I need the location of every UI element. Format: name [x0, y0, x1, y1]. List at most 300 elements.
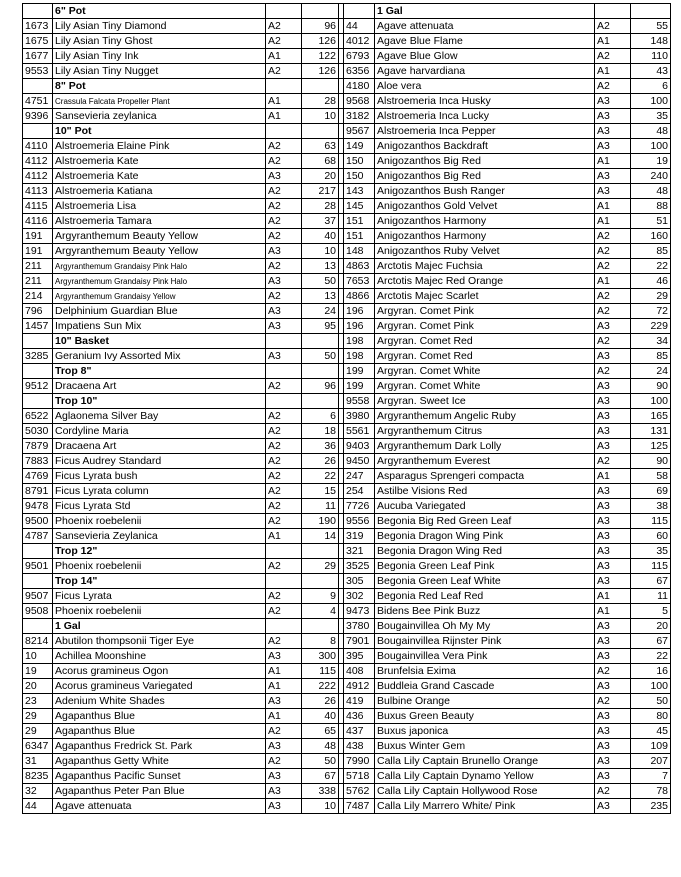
- right-item-qty: 45: [631, 724, 671, 739]
- right-item-size: A3: [595, 124, 631, 139]
- left-item-qty: 10: [302, 244, 339, 259]
- table-row: [23, 379, 671, 394]
- right-item-qty: 46: [631, 274, 671, 289]
- right-item-qty: 100: [631, 394, 671, 409]
- right-item-name: Begonia Dragon Wing Red: [375, 544, 595, 559]
- left-item-code: 5030: [23, 424, 53, 439]
- right-item-size: A3: [595, 634, 631, 649]
- right-item-qty: 50: [631, 694, 671, 709]
- right-item-name: Anigozanthos Gold Velvet: [375, 199, 595, 214]
- table-row: [23, 259, 671, 274]
- left-item-name: Delphinium Guardian Blue: [53, 304, 266, 319]
- left-item-name: Argyranthemum Beauty Yellow: [53, 229, 266, 244]
- left-item-qty: 26: [302, 454, 339, 469]
- left-item-size: A1: [266, 109, 302, 124]
- table-row: [23, 529, 671, 544]
- left-item-qty: 28: [302, 199, 339, 214]
- left-section-header: Trop 14": [53, 574, 266, 589]
- right-item-size: A2: [595, 454, 631, 469]
- right-item-qty: 109: [631, 739, 671, 754]
- left-item-qty: 28: [302, 94, 339, 109]
- right-item-qty: 131: [631, 424, 671, 439]
- left-qty-cell: [302, 334, 339, 349]
- left-item-size: A2: [266, 754, 302, 769]
- right-item-name: Calla Lily Captain Brunello Orange: [375, 754, 595, 769]
- right-item-name: Asparagus Sprengeri compacta: [375, 469, 595, 484]
- left-item-qty: 11: [302, 499, 339, 514]
- table-row: [23, 79, 671, 94]
- left-item-size: A2: [266, 589, 302, 604]
- left-item-qty: 10: [302, 799, 339, 814]
- right-item-code: 4012: [344, 34, 375, 49]
- right-item-name: Agave Blue Glow: [375, 49, 595, 64]
- right-item-code: 395: [344, 649, 375, 664]
- right-item-code: 247: [344, 469, 375, 484]
- left-code-cell: [23, 4, 53, 19]
- table-row: [23, 124, 671, 139]
- right-item-qty: 207: [631, 754, 671, 769]
- left-item-name: Agapanthus Blue: [53, 709, 266, 724]
- left-item-code: 4113: [23, 184, 53, 199]
- left-item-code: 10: [23, 649, 53, 664]
- right-item-qty: 90: [631, 454, 671, 469]
- inventory-sheet: [22, 3, 670, 814]
- left-item-name: Impatiens Sun Mix: [53, 319, 266, 334]
- right-item-size: A3: [595, 109, 631, 124]
- left-item-size: A2: [266, 259, 302, 274]
- right-item-size: A3: [595, 139, 631, 154]
- right-item-name: Astilbe Visions Red: [375, 484, 595, 499]
- right-item-name: Begonia Big Red Green Leaf: [375, 514, 595, 529]
- left-item-name: Ficus Lyrata: [53, 589, 266, 604]
- table-row: [23, 739, 671, 754]
- left-qty-cell: [302, 124, 339, 139]
- left-item-size: A2: [266, 19, 302, 34]
- right-item-qty: 235: [631, 799, 671, 814]
- left-item-name: Abutilon thompsonii Tiger Eye: [53, 634, 266, 649]
- table-row: [23, 409, 671, 424]
- table-row: [23, 4, 671, 19]
- left-item-code: 4787: [23, 529, 53, 544]
- right-item-code: 9450: [344, 454, 375, 469]
- right-item-name: Calla Lily Captain Hollywood Rose: [375, 784, 595, 799]
- left-item-qty: 36: [302, 439, 339, 454]
- right-item-name: Arctotis Majec Fuchsia: [375, 259, 595, 274]
- table-row: [23, 589, 671, 604]
- left-item-code: 4115: [23, 199, 53, 214]
- left-item-size: A3: [266, 694, 302, 709]
- right-item-qty: 38: [631, 499, 671, 514]
- left-item-name: Geranium Ivy Assorted Mix: [53, 349, 266, 364]
- left-item-size: A2: [266, 634, 302, 649]
- right-item-size: A2: [595, 259, 631, 274]
- left-item-name: Lily Asian Tiny Nugget: [53, 64, 266, 79]
- table-row: [23, 424, 671, 439]
- right-item-size: A3: [595, 439, 631, 454]
- right-item-code: 254: [344, 484, 375, 499]
- left-item-name: Ficus Lyrata bush: [53, 469, 266, 484]
- left-item-qty: 4: [302, 604, 339, 619]
- left-size-cell: [266, 574, 302, 589]
- left-item-name: Phoenix roebelenii: [53, 604, 266, 619]
- left-item-size: A3: [266, 304, 302, 319]
- left-item-name: Ficus Lyrata Std: [53, 499, 266, 514]
- right-item-code: 151: [344, 229, 375, 244]
- left-code-cell: [23, 364, 53, 379]
- right-item-name: Alstroemeria Inca Pepper: [375, 124, 595, 139]
- left-item-code: 20: [23, 679, 53, 694]
- right-item-qty: 55: [631, 19, 671, 34]
- table-row: [23, 724, 671, 739]
- right-item-code: 438: [344, 739, 375, 754]
- left-item-size: A2: [266, 724, 302, 739]
- left-item-qty: 96: [302, 19, 339, 34]
- left-item-code: 7879: [23, 439, 53, 454]
- left-item-name: Alstroemeria Tamara: [53, 214, 266, 229]
- right-item-name: Argyran. Comet Pink: [375, 319, 595, 334]
- left-item-code: 4769: [23, 469, 53, 484]
- right-item-code: 9567: [344, 124, 375, 139]
- right-item-size: A3: [595, 739, 631, 754]
- left-item-size: A2: [266, 559, 302, 574]
- left-item-name: Sansevieria zeylanica: [53, 109, 266, 124]
- left-item-size: A2: [266, 139, 302, 154]
- right-qty-cell: [631, 4, 671, 19]
- right-item-qty: 29: [631, 289, 671, 304]
- left-size-cell: [266, 544, 302, 559]
- right-item-name: Argyran. Comet White: [375, 364, 595, 379]
- right-item-qty: 67: [631, 574, 671, 589]
- table-row: [23, 754, 671, 769]
- left-item-code: 6522: [23, 409, 53, 424]
- table-row: [23, 469, 671, 484]
- right-item-size: A3: [595, 769, 631, 784]
- left-item-code: 29: [23, 709, 53, 724]
- right-item-code: 149: [344, 139, 375, 154]
- left-item-size: A2: [266, 409, 302, 424]
- left-section-header: 10" Pot: [53, 124, 266, 139]
- right-item-name: Anigozanthos Harmony: [375, 229, 595, 244]
- inventory-table: [22, 3, 671, 814]
- left-item-name: Cordyline Maria: [53, 424, 266, 439]
- left-item-qty: 67: [302, 769, 339, 784]
- left-item-qty: 126: [302, 34, 339, 49]
- left-item-qty: 40: [302, 709, 339, 724]
- left-item-code: 9501: [23, 559, 53, 574]
- left-item-code: 191: [23, 244, 53, 259]
- right-item-name: Bougainvillea Oh My My: [375, 619, 595, 634]
- right-item-code: 305: [344, 574, 375, 589]
- right-item-code: 9403: [344, 439, 375, 454]
- right-item-size: A2: [595, 229, 631, 244]
- left-item-code: 796: [23, 304, 53, 319]
- right-item-code: 7487: [344, 799, 375, 814]
- right-item-code: 3980: [344, 409, 375, 424]
- left-item-qty: 8: [302, 634, 339, 649]
- table-row: [23, 439, 671, 454]
- right-item-name: Bulbine Orange: [375, 694, 595, 709]
- right-item-code: 198: [344, 349, 375, 364]
- left-item-size: A3: [266, 244, 302, 259]
- right-item-qty: 48: [631, 184, 671, 199]
- right-item-code: 436: [344, 709, 375, 724]
- left-item-name: Alstroemeria Elaine Pink: [53, 139, 266, 154]
- left-item-size: A3: [266, 169, 302, 184]
- left-qty-cell: [302, 394, 339, 409]
- right-item-name: Aucuba Variegated: [375, 499, 595, 514]
- right-item-size: A2: [595, 79, 631, 94]
- right-item-code: 321: [344, 544, 375, 559]
- right-item-name: Begonia Red Leaf Red: [375, 589, 595, 604]
- left-item-name: Argyranthemum Beauty Yellow: [53, 244, 266, 259]
- right-item-code: 4180: [344, 79, 375, 94]
- table-row: [23, 574, 671, 589]
- left-code-cell: [23, 124, 53, 139]
- table-row: [23, 304, 671, 319]
- left-item-qty: 65: [302, 724, 339, 739]
- right-item-name: Bougainvillea Vera Pink: [375, 649, 595, 664]
- right-item-name: Buxus Green Beauty: [375, 709, 595, 724]
- left-size-cell: [266, 394, 302, 409]
- right-item-name: Agave attenuata: [375, 19, 595, 34]
- right-item-qty: 115: [631, 559, 671, 574]
- left-item-qty: 6: [302, 409, 339, 424]
- left-item-code: 1675: [23, 34, 53, 49]
- right-item-qty: 90: [631, 379, 671, 394]
- left-item-name: Achillea Moonshine: [53, 649, 266, 664]
- right-item-size: A3: [595, 619, 631, 634]
- left-item-name: Sansevieria Zeylanica: [53, 529, 266, 544]
- left-item-name: Agapanthus Blue: [53, 724, 266, 739]
- left-item-code: 9478: [23, 499, 53, 514]
- right-item-qty: 85: [631, 244, 671, 259]
- left-item-name: Argyranthemum Grandaisy Pink Halo: [53, 259, 266, 274]
- right-item-size: A3: [595, 394, 631, 409]
- table-row: [23, 634, 671, 649]
- table-row: [23, 139, 671, 154]
- left-item-size: A2: [266, 64, 302, 79]
- left-item-name: Lily Asian Tiny Ghost: [53, 34, 266, 49]
- table-row: [23, 109, 671, 124]
- left-item-name: Lily Asian Tiny Ink: [53, 49, 266, 64]
- left-item-size: A2: [266, 604, 302, 619]
- left-item-code: 214: [23, 289, 53, 304]
- right-item-name: Begonia Green Leaf Pink: [375, 559, 595, 574]
- right-item-qty: 6: [631, 79, 671, 94]
- right-item-name: Begonia Dragon Wing Pink: [375, 529, 595, 544]
- left-item-code: 9500: [23, 514, 53, 529]
- table-row: [23, 349, 671, 364]
- left-section-header: 6" Pot: [53, 4, 266, 19]
- left-size-cell: [266, 124, 302, 139]
- table-row: [23, 394, 671, 409]
- right-item-name: Argyran. Comet Red: [375, 334, 595, 349]
- left-item-name: Alstroemeria Kate: [53, 154, 266, 169]
- left-item-qty: 20: [302, 169, 339, 184]
- table-row: [23, 64, 671, 79]
- right-item-size: A3: [595, 559, 631, 574]
- table-row: [23, 559, 671, 574]
- table-row: [23, 649, 671, 664]
- table-row: [23, 619, 671, 634]
- right-item-size: A3: [595, 529, 631, 544]
- table-row: [23, 499, 671, 514]
- table-row: [23, 199, 671, 214]
- right-item-size: A3: [595, 709, 631, 724]
- right-item-size: A1: [595, 199, 631, 214]
- right-item-qty: 58: [631, 469, 671, 484]
- right-item-code: 9568: [344, 94, 375, 109]
- left-item-code: 4116: [23, 214, 53, 229]
- right-item-qty: 78: [631, 784, 671, 799]
- left-item-qty: 95: [302, 319, 339, 334]
- left-item-qty: 10: [302, 109, 339, 124]
- table-row: [23, 274, 671, 289]
- right-item-code: 437: [344, 724, 375, 739]
- left-item-size: A3: [266, 649, 302, 664]
- right-item-qty: 88: [631, 199, 671, 214]
- left-item-qty: 217: [302, 184, 339, 199]
- left-item-code: 32: [23, 784, 53, 799]
- right-item-code: 6793: [344, 49, 375, 64]
- table-row: [23, 454, 671, 469]
- left-size-cell: [266, 334, 302, 349]
- right-item-name: Arctotis Majec Red Orange: [375, 274, 595, 289]
- right-item-size: A2: [595, 289, 631, 304]
- right-item-qty: 115: [631, 514, 671, 529]
- left-item-qty: 29: [302, 559, 339, 574]
- left-item-code: 44: [23, 799, 53, 814]
- left-item-size: A1: [266, 49, 302, 64]
- left-item-name: Ficus Lyrata column: [53, 484, 266, 499]
- table-row: [23, 784, 671, 799]
- right-item-code: 143: [344, 184, 375, 199]
- left-item-code: 9396: [23, 109, 53, 124]
- left-item-qty: 22: [302, 469, 339, 484]
- right-item-name: Calla Lily Captain Dynamo Yellow: [375, 769, 595, 784]
- left-item-name: Adenium White Shades: [53, 694, 266, 709]
- table-row: [23, 544, 671, 559]
- left-item-code: 6347: [23, 739, 53, 754]
- table-row: [23, 709, 671, 724]
- left-item-qty: 26: [302, 694, 339, 709]
- left-section-header: Trop 12": [53, 544, 266, 559]
- left-item-name: Argyranthemum Grandaisy Pink Halo: [53, 274, 266, 289]
- table-row: [23, 319, 671, 334]
- right-item-code: 6356: [344, 64, 375, 79]
- right-item-name: Agave harvardiana: [375, 64, 595, 79]
- table-row: [23, 169, 671, 184]
- right-item-qty: 100: [631, 94, 671, 109]
- right-item-code: 7901: [344, 634, 375, 649]
- left-item-code: 7883: [23, 454, 53, 469]
- left-item-name: Argyranthemum Grandaisy Yellow: [53, 289, 266, 304]
- right-item-name: Anigozanthos Backdraft: [375, 139, 595, 154]
- left-item-size: A2: [266, 424, 302, 439]
- right-item-name: Buddleia Grand Cascade: [375, 679, 595, 694]
- left-item-code: 1457: [23, 319, 53, 334]
- right-item-qty: 100: [631, 139, 671, 154]
- left-item-qty: 190: [302, 514, 339, 529]
- left-item-name: Ficus Audrey Standard: [53, 454, 266, 469]
- right-item-name: Argyran. Comet White: [375, 379, 595, 394]
- left-code-cell: [23, 544, 53, 559]
- right-item-qty: 69: [631, 484, 671, 499]
- left-item-size: A1: [266, 94, 302, 109]
- right-item-code: 5561: [344, 424, 375, 439]
- right-item-code: 9473: [344, 604, 375, 619]
- left-item-name: Acorus gramineus Ogon: [53, 664, 266, 679]
- left-item-code: 9512: [23, 379, 53, 394]
- right-item-qty: 7: [631, 769, 671, 784]
- left-item-code: 4751: [23, 94, 53, 109]
- left-item-qty: 50: [302, 274, 339, 289]
- right-item-code: 7726: [344, 499, 375, 514]
- left-item-qty: 126: [302, 64, 339, 79]
- right-item-qty: 125: [631, 439, 671, 454]
- right-item-size: A1: [595, 154, 631, 169]
- table-row: [23, 34, 671, 49]
- right-item-name: Anigozanthos Ruby Velvet: [375, 244, 595, 259]
- right-item-size: A3: [595, 94, 631, 109]
- left-size-cell: [266, 79, 302, 94]
- right-item-code: 9558: [344, 394, 375, 409]
- right-item-name: Arctotis Majec Scarlet: [375, 289, 595, 304]
- right-item-code: 3525: [344, 559, 375, 574]
- right-item-qty: 51: [631, 214, 671, 229]
- left-item-size: A2: [266, 229, 302, 244]
- right-item-size: A3: [595, 319, 631, 334]
- right-item-qty: 11: [631, 589, 671, 604]
- right-item-code: 150: [344, 154, 375, 169]
- left-item-size: A2: [266, 514, 302, 529]
- right-item-qty: 110: [631, 49, 671, 64]
- right-item-qty: 48: [631, 124, 671, 139]
- right-item-qty: 34: [631, 334, 671, 349]
- table-row: [23, 664, 671, 679]
- left-item-qty: 40: [302, 229, 339, 244]
- right-item-size: A2: [595, 364, 631, 379]
- right-item-code: 150: [344, 169, 375, 184]
- left-item-size: A3: [266, 274, 302, 289]
- right-code-cell: [344, 4, 375, 19]
- left-item-qty: 13: [302, 259, 339, 274]
- left-item-name: Phoenix roebelenii: [53, 514, 266, 529]
- table-row: [23, 289, 671, 304]
- right-item-code: 151: [344, 214, 375, 229]
- left-item-size: A3: [266, 784, 302, 799]
- right-item-qty: 67: [631, 634, 671, 649]
- left-item-size: A2: [266, 199, 302, 214]
- right-item-qty: 165: [631, 409, 671, 424]
- left-item-qty: 14: [302, 529, 339, 544]
- left-item-qty: 13: [302, 289, 339, 304]
- right-item-code: 4863: [344, 259, 375, 274]
- left-code-cell: [23, 574, 53, 589]
- right-item-size: A2: [595, 304, 631, 319]
- left-code-cell: [23, 394, 53, 409]
- right-item-size: A1: [595, 589, 631, 604]
- left-size-cell: [266, 619, 302, 634]
- left-item-name: Lily Asian Tiny Diamond: [53, 19, 266, 34]
- right-item-code: 302: [344, 589, 375, 604]
- right-item-code: 7653: [344, 274, 375, 289]
- left-item-size: A2: [266, 289, 302, 304]
- right-item-name: Argyranthemum Angelic Ruby: [375, 409, 595, 424]
- right-item-qty: 229: [631, 319, 671, 334]
- right-item-size: A1: [595, 64, 631, 79]
- table-row: [23, 694, 671, 709]
